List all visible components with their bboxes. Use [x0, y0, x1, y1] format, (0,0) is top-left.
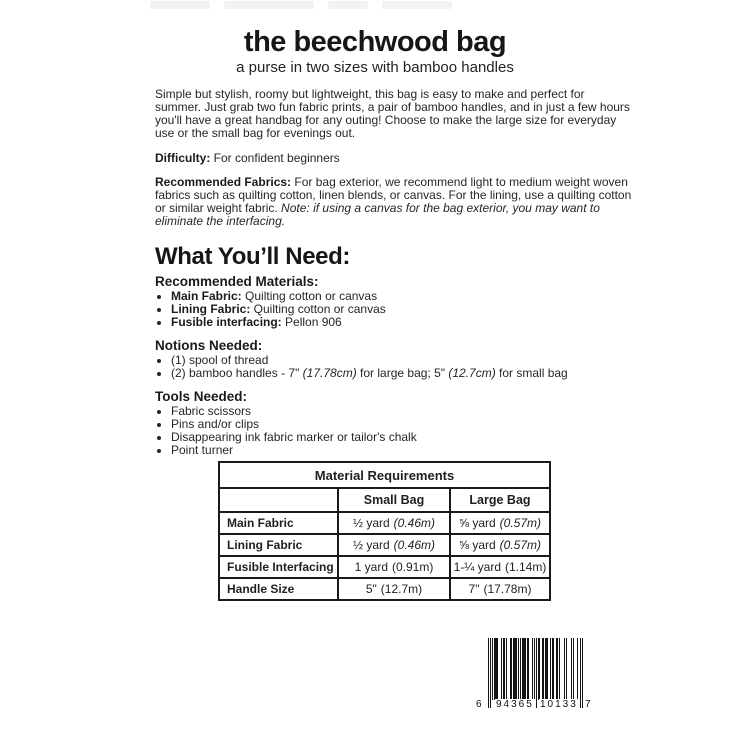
recommended-materials-list	[155, 290, 633, 329]
cell-large-bag	[450, 556, 550, 578]
material-label: Fusible interfacing:	[171, 315, 282, 329]
notions-list	[155, 354, 633, 380]
difficulty-text: For confident beginners	[210, 151, 340, 165]
metric-value: (1.14m)	[505, 560, 547, 574]
material-text: Quilting cotton or canvas	[241, 289, 378, 303]
metric-value: (0.91m)	[392, 560, 434, 574]
imperial-value: 1 yard	[354, 560, 388, 574]
scan-artifact-mark	[150, 1, 210, 9]
list-item: • Fabric scissors	[171, 405, 633, 418]
column-header-large-bag: Large Bag	[450, 488, 550, 512]
metric-value: (0.57m)	[499, 538, 542, 552]
cell-large-bag	[450, 578, 550, 600]
barcode-digit-right: 7	[585, 699, 593, 710]
cell-small-bag	[338, 512, 450, 534]
scan-artifact-mark	[382, 1, 452, 9]
list-item	[171, 367, 633, 380]
imperial-value: ⅝ yard	[458, 516, 496, 530]
page-title: the beechwood bag	[243, 26, 507, 58]
metric-value: (17.78m)	[483, 582, 532, 596]
row-label: Lining Fabric	[219, 534, 338, 556]
recommended-materials-heading: Recommended Materials:	[155, 274, 319, 289]
imperial-value: 1-¼ yard	[453, 560, 501, 574]
list-item: • Point turner	[171, 444, 633, 457]
barcode-digits	[476, 699, 593, 712]
difficulty-label: Difficulty:	[155, 151, 211, 165]
imperial-value: 5"	[365, 582, 377, 596]
cell-small-bag	[338, 578, 450, 600]
difficulty-line	[155, 152, 633, 165]
fabrics-note: Note: if using a canvas for the bag exterior, you may want to eliminate the interfacing.	[155, 201, 600, 228]
material-label: Main Fabric:	[171, 289, 242, 303]
scan-artifact-top	[150, 1, 452, 9]
row-label: Fusible Interfacing	[219, 556, 338, 578]
barcode-digit-group1: 94365	[496, 699, 534, 710]
notion-text: for small bag	[495, 366, 568, 380]
recommended-fabrics-paragraph	[155, 176, 633, 228]
notion-metric: (17.78cm)	[302, 366, 357, 380]
table-row	[219, 512, 550, 534]
imperial-value: ½ yard	[352, 538, 390, 552]
notion-text: (2) bamboo handles - 7"	[171, 366, 303, 380]
what-youll-need-heading: What You’ll Need:	[155, 243, 350, 270]
table-header-row	[219, 488, 550, 512]
tools-needed-heading: Tools Needed:	[155, 389, 248, 404]
intro-paragraph: Simple but stylish, roomy but lightweight, this bag is easy to make and perfect for summer. Just grab two fun fabric prints, a pair of bamboo handles, and in just a few hours you'll have a great handbag for any outing! Choose to make the large size for everyday use or the small bag for evenings out.	[155, 87, 630, 140]
table-row	[219, 534, 550, 556]
imperial-value: ½ yard	[352, 516, 390, 530]
metric-value: (0.46m)	[393, 516, 436, 530]
cell-large-bag	[450, 534, 550, 556]
table-row	[219, 556, 550, 578]
imperial-value: ⅝ yard	[458, 538, 496, 552]
recommended-fabrics-label: Recommended Fabrics:	[155, 175, 292, 189]
row-label: Handle Size	[219, 578, 338, 600]
list-item: • Pins and/or clips	[171, 418, 633, 431]
table-row	[219, 578, 550, 600]
column-header-blank	[219, 488, 338, 512]
list-item: • (1) spool of thread	[171, 354, 633, 367]
table-caption-row	[219, 462, 550, 488]
row-label: Main Fabric	[219, 512, 338, 534]
notion-metric: (12.7cm)	[448, 366, 496, 380]
barcode	[476, 638, 593, 710]
metric-value: (0.46m)	[393, 538, 436, 552]
cell-small-bag	[338, 534, 450, 556]
metric-value: (12.7m)	[380, 582, 423, 596]
recommended-fabrics-text: For bag exterior, we recommend light to medium weight woven fabrics such as quilting cotton, linen blends, or canvas. For the lining, use a quilting cotton or similar weight fabric.	[155, 175, 632, 215]
barcode-digit-left: 6	[476, 699, 484, 710]
table-title: Material Requirements	[219, 462, 550, 488]
notion-text: for large bag; 5"	[356, 366, 449, 380]
scan-artifact-mark	[328, 1, 368, 9]
material-text: Pellon 906	[281, 315, 342, 329]
body-text-column	[155, 88, 633, 457]
column-header-small-bag: Small Bag	[338, 488, 450, 512]
metric-value: (0.57m)	[499, 516, 542, 530]
tools-list	[155, 405, 633, 457]
barcode-digit-group2: 10133	[540, 699, 578, 710]
list-item: • Disappearing ink fabric marker or tailor's chalk	[171, 431, 633, 444]
scan-artifact-mark	[224, 1, 314, 9]
barcode-bar	[582, 638, 583, 708]
cell-small-bag	[338, 556, 450, 578]
material-text: Quilting cotton or canvas	[250, 302, 386, 316]
material-label: Lining Fabric:	[171, 302, 251, 316]
list-item	[171, 316, 633, 329]
notions-needed-heading: Notions Needed:	[155, 338, 263, 353]
imperial-value: 7"	[468, 582, 480, 596]
material-requirements-table	[218, 461, 551, 601]
cell-large-bag	[450, 512, 550, 534]
page-subtitle: a purse in two sizes with bamboo handles	[236, 59, 514, 76]
barcode-bars	[488, 638, 583, 708]
header	[0, 26, 750, 77]
